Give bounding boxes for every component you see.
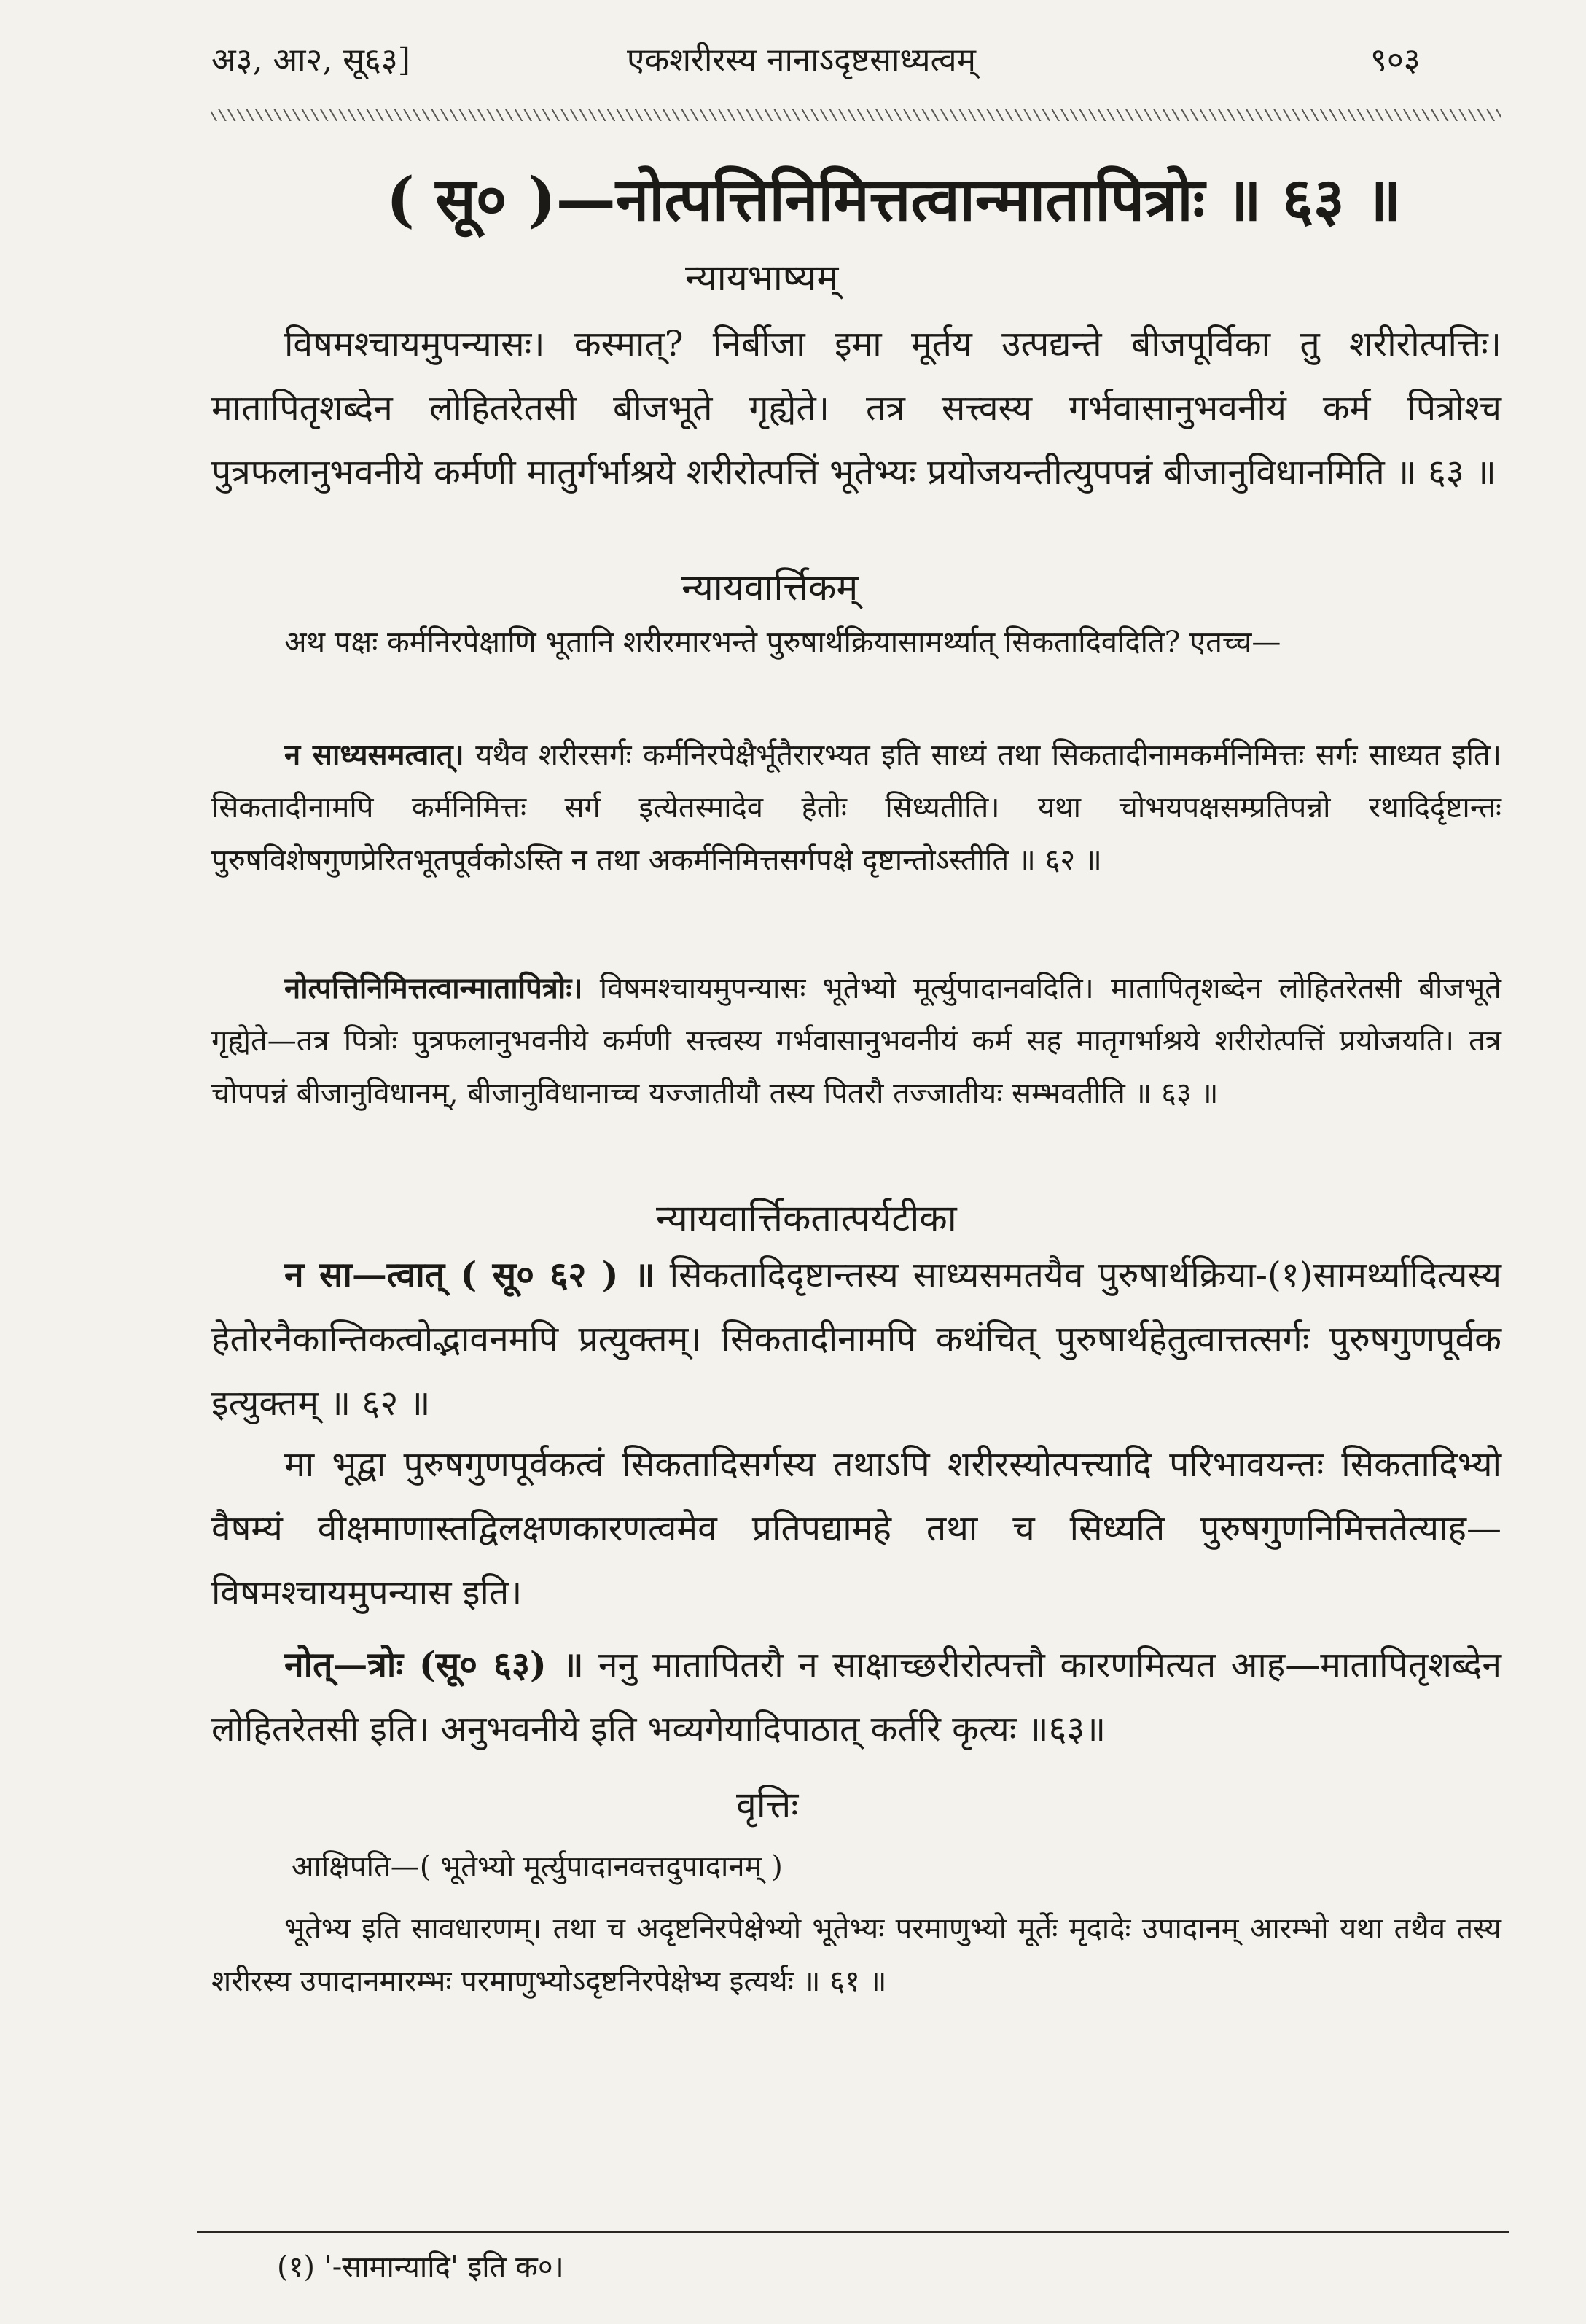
heading-bhashya: न्यायभाष्यम् xyxy=(685,257,839,299)
footnote: (१) '-सामान्यादि' इति क०। xyxy=(277,2250,564,2284)
vritti-paragraph: भूतेभ्य इति सावधारणम्। तथा च अदृष्टनिरपेक्षेभ्यो भूतेभ्यः परमाणुभ्यो मूर्तेः मृदादेः उपादानम् आरम्भो यथा तथैव तस्य शरीरस्य उपादानमारम्भः परमाणुभ्योऽदृष्टनिरपेक्षेभ्य इत्यर्थः ॥ ६१ ॥ xyxy=(211,1912,1501,1998)
tika-p3-text: ननु मातापितरौ न साक्षाच्छरीरोत्पत्तौ कारणमित्यत आह—मातापितृशब्देन लोहितरेतसी इति। अनुभवनीये इति भव्यगेयादिपाठात् कर्तरि कृत्यः ॥६३॥ xyxy=(211,1645,1501,1750)
bhashya-paragraph: विषमश्चायमुपन्यासः। कस्मात्? निर्बीजा इमा मूर्तय उत्पद्यन्ते बीजपूर्विका तु शरीरोत्पत्तिः। मातापितृशब्देन लोहितरेतसी बीजभूते गृह्येते। तत्र सत्त्वस्य गर्भवासानुभवनीयं कर्म पित्रोश्च पुत्रफलानुभवनीये कर्मणी मातुर्गर्भाश्रये शरीरोत्पत्तिं भूतेभ्यः प्रयोजयन्तीत्युपपन्नं बीजानुविधानमिति ॥ ६३ ॥ xyxy=(211,324,1501,493)
footnote-rule xyxy=(197,2231,1509,2233)
tika-p3-lead: नोत्—त्रोः (सू० ६३) ॥ xyxy=(284,1645,584,1685)
running-header-left: अ३, आ२, सू६३] xyxy=(211,42,410,79)
page-number: ९०३ xyxy=(1370,42,1421,79)
tika-paragraph-3 xyxy=(211,1633,1501,1761)
varttika-paragraph-1 xyxy=(211,729,1501,886)
tika-p1-text: सिकतादिदृष्टान्तस्य साध्यसमतयैव पुरुषार्थक्रिया-(१)सामर्थ्यादित्यस्य हेतोरनैकान्तिकत्वोद्भावनमपि प्रत्युक्तम्। सिकतादीनामपि कथंचित् पुरुषार्थहेतुत्वात्तत्सर्गः पुरुषगुणपूर्वक इत्युक्तम् ॥ ६२ ॥ xyxy=(211,1255,1501,1424)
varttika-p2-lead: नोत्पत्तिनिमित्तत्वान्मातापित्रोः। xyxy=(284,971,583,1005)
heading-varttika: न्यायवार्त्तिकम् xyxy=(681,566,859,609)
tika-paragraph-2: मा भूद्वा पुरुषगुणपूर्वकत्वं सिकतादिसर्गस्य तथाऽपि शरीरस्योत्पत्त्यादि परिभावयन्तः सिकतादिभ्यो वैषम्यं वीक्षमाणास्तद्विलक्षणकारणत्वमेव प्रतिपद्यामहे तथा च सिध्यति पुरुषगुणनिमित्ततेत्याह—विषमश्चायमुपन्यास इति। xyxy=(211,1444,1501,1613)
running-header-title: एकशरीरस्य नानाऽदृष्टसाध्यत्वम् xyxy=(627,42,976,79)
sutra-title: ( सू० )—नोत्पत्तिनिमित्तत्वान्मातापित्रोः ॥ ६३ ॥ xyxy=(386,165,1402,235)
heading-vritti: वृत्तिः xyxy=(736,1784,799,1826)
varttika-p1-text: यथैव शरीरसर्गः कर्मनिरपेक्षैर्भूतैरारभ्यत इति साध्यं तथा सिकतादीनामकर्मनिमित्तः सर्गः साध्यत इति। सिकतादीनामपि कर्मनिमित्तः सर्ग इत्येतस्मादेव हेतोः सिध्यतीति। यथा चोभयपक्षसम्प्रतिपन्नो रथादिर्दृष्टान्तः पुरुषविशेषगुणप्रेरितभूतपूर्वकोऽस्ति न तथा अकर्मनिमित्तसर्गपक्षे दृष्टान्तोऽस्तीति ॥ ६२ ॥ xyxy=(211,738,1501,877)
varttika-intro: अथ पक्षः कर्मनिरपेक्षाणि भूतानि शरीरमारभन्ते पुरुषार्थक्रियासामर्थ्यात् सिकतादिवदिति? एतच्च— xyxy=(284,625,1281,659)
varttika-paragraph-2 xyxy=(211,962,1501,1120)
varttika-p1-lead: न साध्यसमत्वात्। xyxy=(284,738,464,772)
heading-tika: न्यायवार्त्तिकतात्पर्यटीका xyxy=(656,1197,957,1239)
varttika-p2-text: विषमश्चायमुपन्यासः भूतेभ्यो मूर्त्युपादानवदिति। मातापितृशब्देन लोहितरेतसी बीजभूते गृह्येते—तत्र पित्रोः पुत्रफलानुभवनीये कर्मणी सत्त्वस्य गर्भवासानुभवनीयं कर्म सह मातृगर्भाश्रये शरीरोत्पत्तिं प्रयोजयति। तत्र चोपपन्नं बीजानुविधानम्, बीजानुविधानाच्च यज्जातीयौ तस्य पितरौ तज्जातीयः सम्भवतीति ॥ ६३ ॥ xyxy=(211,972,1501,1110)
header-wavy-rule xyxy=(211,109,1501,121)
tika-paragraph-1 xyxy=(211,1243,1501,1435)
tika-p1-lead: न सा—त्वात् ( सू० ६२ ) ॥ xyxy=(284,1255,655,1295)
vritti-line-1: आक्षिपति—( भूतेभ्यो मूर्त्युपादानवत्तदुपादानम् ) xyxy=(292,1850,783,1884)
